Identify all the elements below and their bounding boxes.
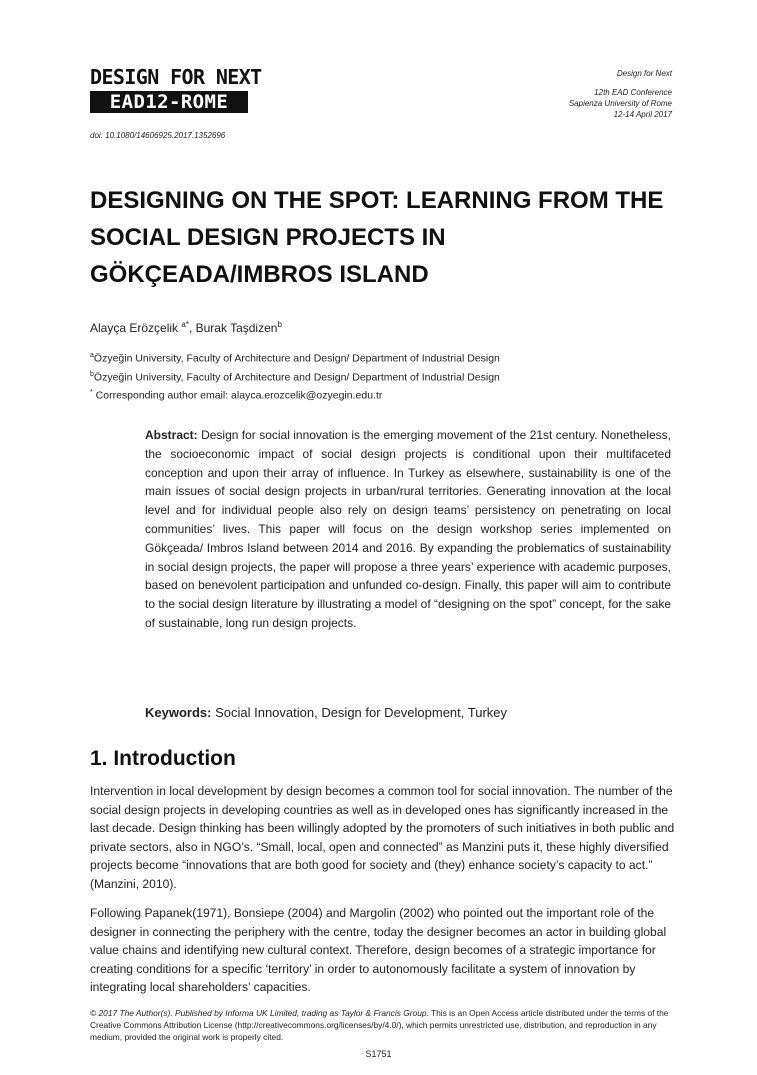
abstract <box>145 426 671 633</box>
affiliation-b-text: Özyeğin University, Faculty of Architecture and Design/ Department of Industrial Design <box>93 371 500 383</box>
copyright-italic: © 2017 The Author(s). Published by Informa UK Limited, trading as Taylor & Francis Group. <box>90 1008 429 1018</box>
author-2-sup: b <box>277 320 282 329</box>
keywords-text: Social Innovation, Design for Development, Turkey <box>211 705 508 720</box>
affiliation-a <box>90 348 500 367</box>
copyright-text: This is an Open Access article distributed under the terms of the Creative Commons Attribution License (http://creativecommons.org/licenses/by/4.0/), which permits unrestricted use, distribution, and reproduction in any medium, provided the original work is properly cited. <box>90 1008 669 1042</box>
conference-line-2: Sapienza University of Rome <box>568 99 672 108</box>
affiliation-b-sup: b <box>90 370 94 378</box>
conference-name: Design for Next <box>616 69 672 78</box>
section-heading-introduction: 1. Introduction <box>90 747 236 770</box>
abstract-label: Abstract: <box>145 428 198 442</box>
introduction-paragraph-1: Intervention in local development by design becomes a common tool for social innovation. The number of the social design projects in developing countries as well as in developed ones has significantly increased in the last decade. Design thinking has been willingly adopted by the promoters of such initiatives in both public and private sectors, also in NGO’s. “Small, local, open and connected” as Manzini puts it, these highly diversified projects become “innovations that are both good for society and (they) enhance society’s capacity to act.” (Manzini, 2010). <box>90 784 675 891</box>
page-number: S1751 <box>365 1049 392 1059</box>
introduction-paragraph-2: Following Papanek(1971), Bonsiepe (2004) and Margolin (2002) who pointed out the important role of the designer in connecting the periphery with the centre, today the designer becomes an actor in building global value chains and identifying new cultural context. Therefore, design becomes of a strategic importance for creating conditions for a specific ‘territory’ in order to autonomously facilitate a system of innovation by integrating local shareholders’ capacities. <box>90 906 667 995</box>
conference-logo <box>90 65 262 113</box>
logo-line-2: EAD12-ROME <box>90 91 248 113</box>
conference-line-3: 12-14 April 2017 <box>613 110 672 119</box>
authors <box>90 320 282 335</box>
conference-info <box>569 68 672 120</box>
author-1: Alayça Erözçelik <box>90 321 179 335</box>
corresponding-author <box>90 385 500 404</box>
abstract-text: Design for social innovation is the emerging movement of the 21st century. Nonetheless, the socioeconomic impact of social design projects is conditional upon their multifaceted conception and upon their array of influence. In Turkey as elsewhere, sustainability is one of the main issues of social design projects in urban/rural territories. Generating innovation at the local level and for individual people also rely on design teams’ persistency on penetrating on local communities’ lives. This paper will focus on the design workshop series implemented on Gökçeada/ Imbros Island between 2014 and 2016. By expanding the problematics of sustainability in social design projects, the paper will propose a three years’ experience with academic purposes, based on benevolent participation and unfunded co-design. Finally, this paper will aim to contribute to the social design literature by illustrating a model of “designing on the spot” concept, for the sake of sustainable, long run design projects. <box>145 428 671 630</box>
corresponding-text: Corresponding author email: alayca.erozcelik@ozyegin.edu.tr <box>92 389 383 402</box>
affiliations <box>90 348 500 404</box>
keywords <box>145 705 507 720</box>
author-1-sup: a* <box>181 320 189 329</box>
doi: doi: 10.1080/14606925.2017.1352696 <box>90 131 226 140</box>
paper-title: DESIGNING ON THE SPOT: LEARNING FROM THE SOCIAL DESIGN PROJECTS IN GÖKÇEADA/IMBROS ISLAND <box>90 187 664 288</box>
copyright-notice <box>90 1007 680 1043</box>
author-separator: , <box>188 321 196 335</box>
conference-line-1: 12th EAD Conference <box>594 88 672 97</box>
affiliation-b <box>90 367 500 386</box>
corresponding-sup: * <box>90 389 93 396</box>
affiliation-a-sup: a <box>90 352 94 359</box>
author-2: Burak Taşdizen <box>195 321 278 335</box>
logo-line-1: DESIGN FOR NEXT <box>90 65 262 89</box>
affiliation-a-text: Özyeğin University, Faculty of Architecture and Design/ Department of Industrial Design <box>93 352 500 365</box>
keywords-label: Keywords: <box>145 705 212 720</box>
